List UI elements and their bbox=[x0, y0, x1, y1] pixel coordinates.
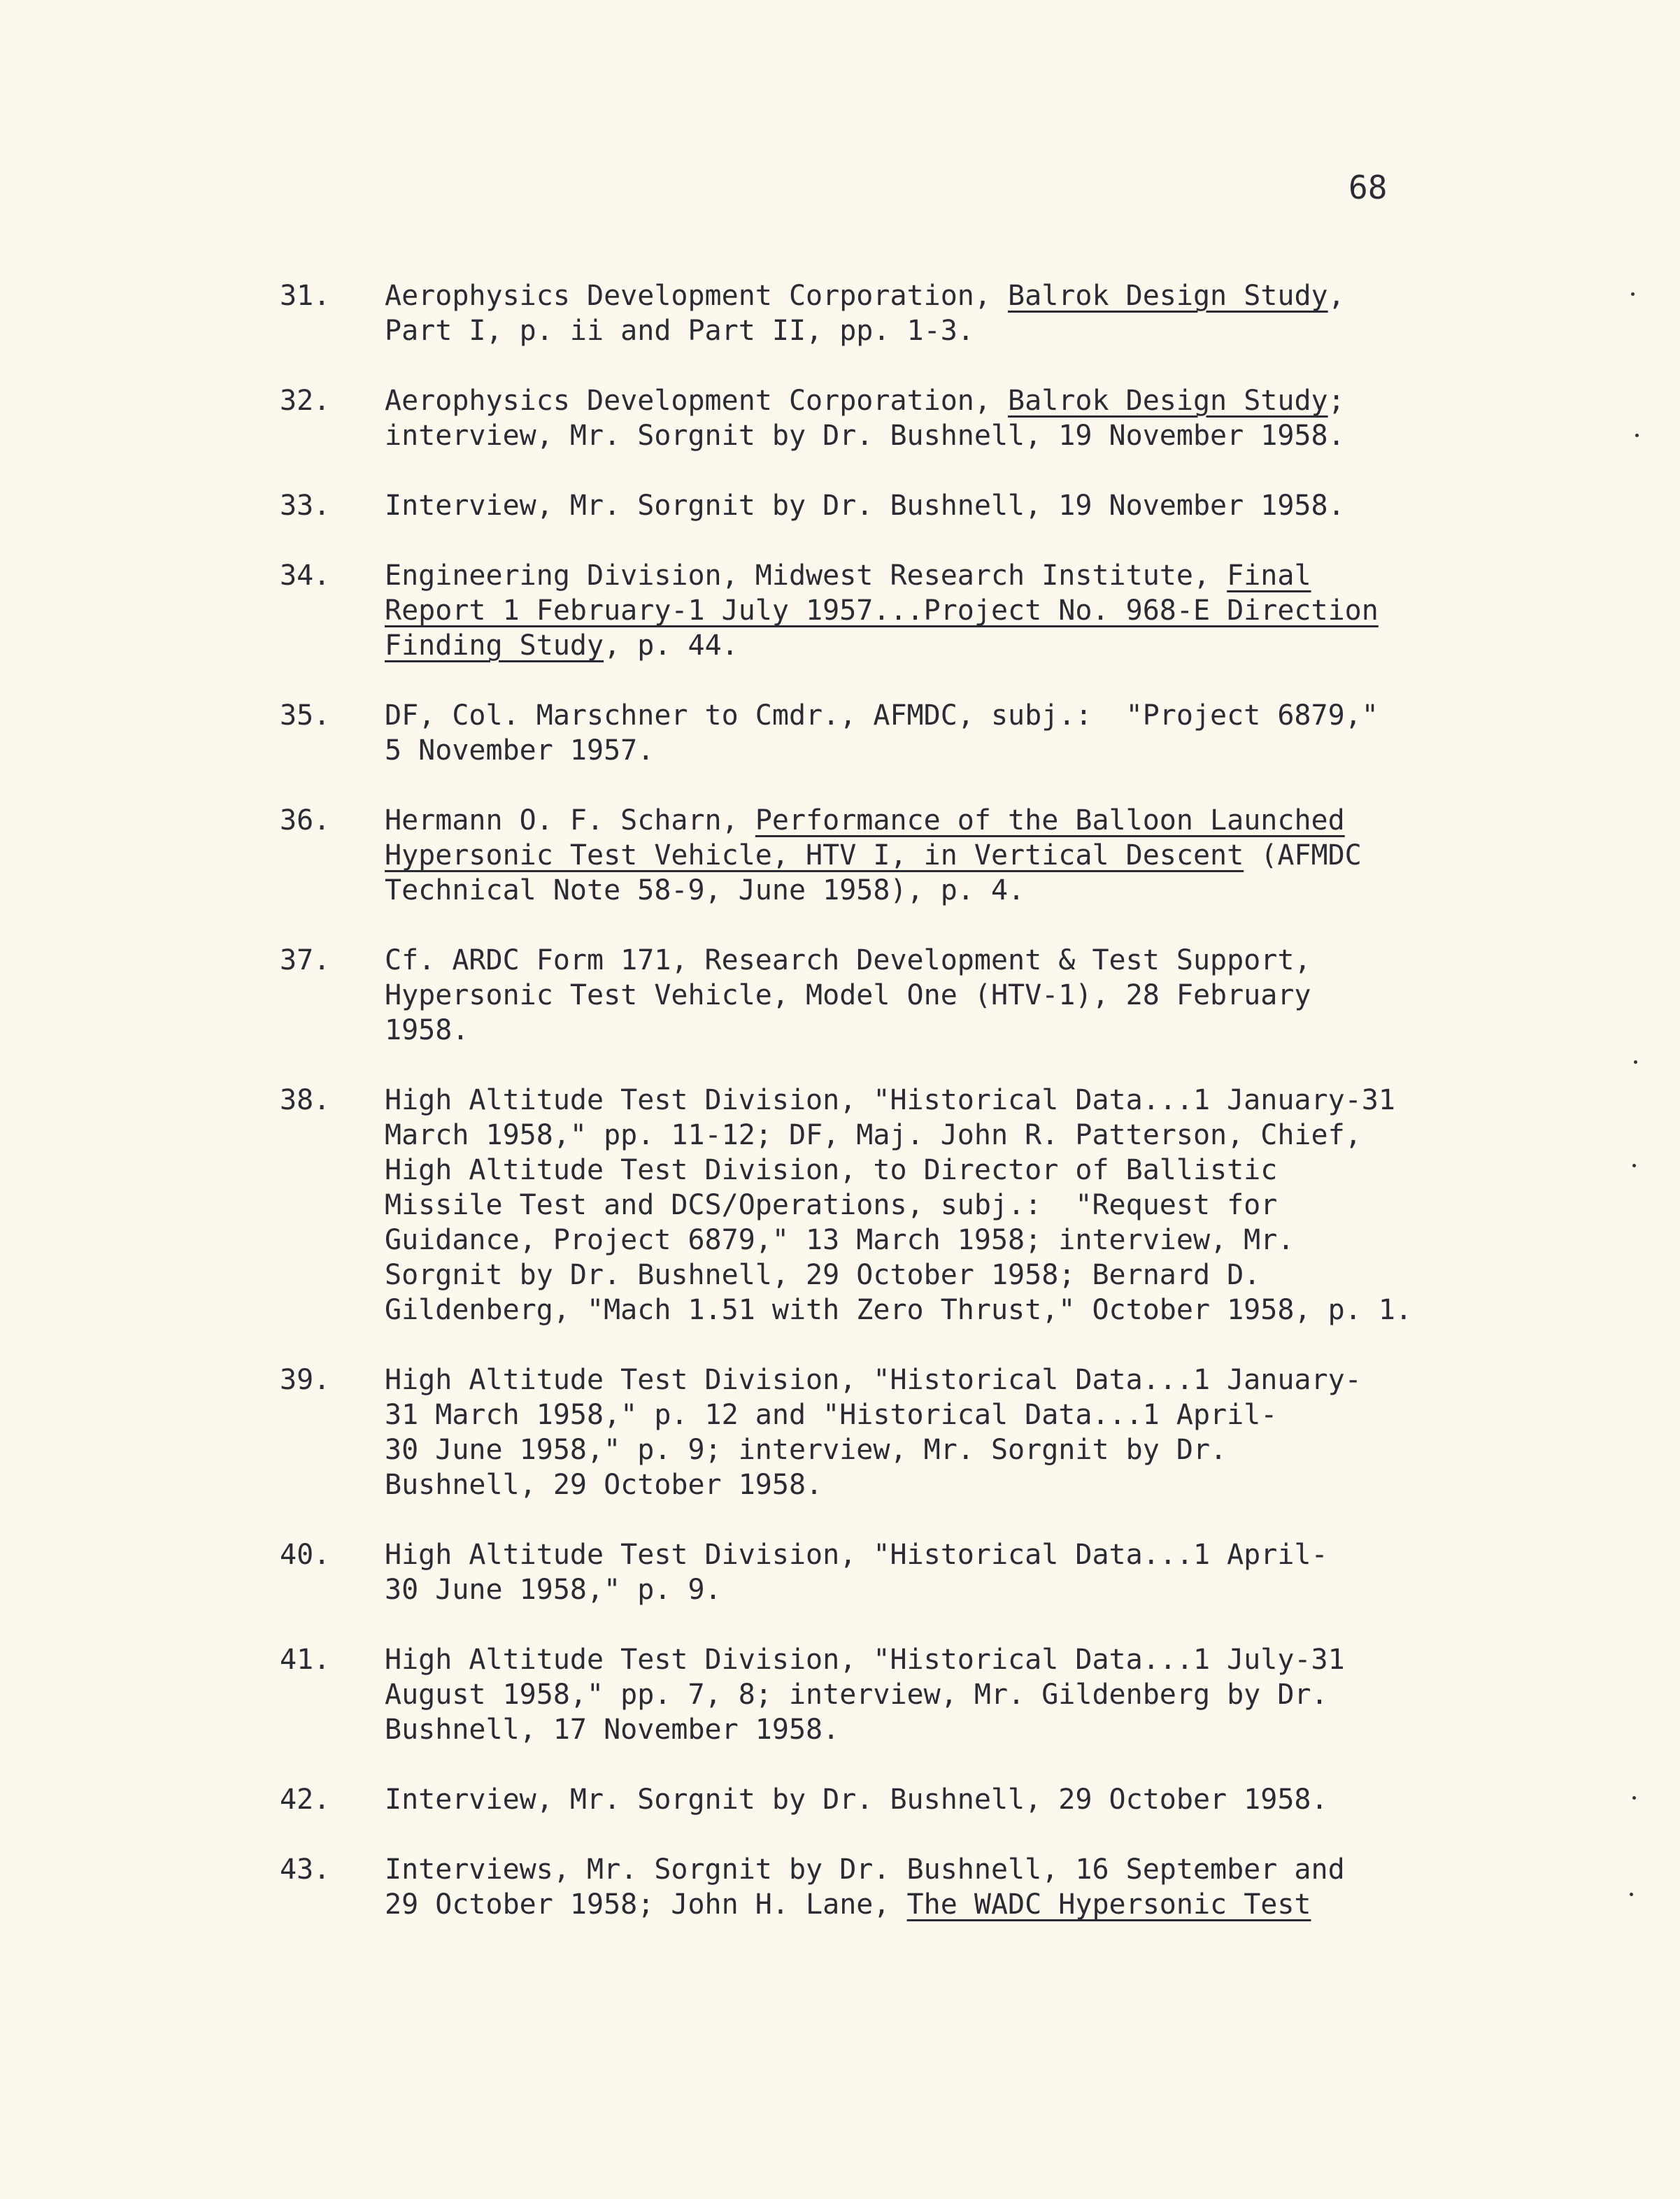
text-segment: High Altitude Test Division, to Director of Ballistic bbox=[385, 1154, 1278, 1186]
endnote-line bbox=[385, 383, 1476, 418]
endnote-line bbox=[385, 1153, 1476, 1188]
text-segment: High Altitude Test Division, "Historical Data...1 January-31 bbox=[385, 1084, 1395, 1116]
endnote-line bbox=[385, 1852, 1476, 1887]
text-segment: Cf. ARDC Form 171, Research Development & Test Support, bbox=[385, 944, 1311, 976]
endnote-line bbox=[385, 803, 1476, 838]
text-segment: High Altitude Test Division, "Historical Data...1 April- bbox=[385, 1539, 1328, 1571]
endnote-number: 41. bbox=[280, 1644, 331, 1676]
text-segment: DF, Col. Marschner to Cmdr., AFMDC, subj.: "Project 6879," bbox=[385, 699, 1379, 732]
endnote-line bbox=[385, 1677, 1476, 1712]
endnote-text bbox=[385, 803, 1476, 908]
endnote-line bbox=[385, 628, 1476, 663]
margin-speck bbox=[1630, 1893, 1633, 1896]
endnote-line bbox=[385, 1118, 1476, 1153]
margin-speck bbox=[1634, 1060, 1637, 1064]
endnote-text bbox=[385, 1362, 1476, 1502]
endnote-text bbox=[385, 278, 1476, 348]
text-segment: Guidance, Project 6879," 13 March 1958; interview, Mr. bbox=[385, 1224, 1295, 1256]
endnote-line bbox=[385, 558, 1476, 593]
endnote-line bbox=[385, 1083, 1476, 1118]
endnote-text bbox=[385, 1642, 1476, 1747]
endnote-line bbox=[385, 278, 1476, 313]
margin-speck bbox=[1635, 434, 1639, 437]
endnote-line bbox=[385, 418, 1476, 453]
text-segment: Bushnell, 17 November 1958. bbox=[385, 1714, 840, 1746]
text-segment: 30 June 1958," p. 9. bbox=[385, 1574, 722, 1606]
endnote-number: 32. bbox=[280, 385, 331, 417]
endnote-text bbox=[385, 1083, 1476, 1328]
endnote-number: 43. bbox=[280, 1853, 331, 1886]
text-segment: Interview, Mr. Sorgnit by Dr. Bushnell, 29 October 1958. bbox=[385, 1784, 1328, 1816]
text-segment: Part I, p. ii and Part II, pp. 1-3. bbox=[385, 315, 974, 347]
endnote-text bbox=[385, 488, 1476, 523]
endnote-line bbox=[385, 1467, 1476, 1502]
underlined-title: Hypersonic Test Vehicle, HTV I, in Vertical Descent bbox=[385, 839, 1244, 871]
text-segment: 5 November 1957. bbox=[385, 734, 655, 767]
endnote-text bbox=[385, 1537, 1476, 1607]
underlined-title: The WADC Hypersonic Test bbox=[906, 1888, 1311, 1921]
text-segment: 30 June 1958," p. 9; interview, Mr. Sorgnit by Dr. bbox=[385, 1434, 1227, 1466]
margin-speck bbox=[1632, 1164, 1636, 1167]
endnote-line bbox=[385, 1782, 1476, 1817]
endnote-line bbox=[385, 1712, 1476, 1747]
text-segment: Gildenberg, "Mach 1.51 with Zero Thrust," October 1958, p. 1. bbox=[385, 1294, 1413, 1326]
endnote-line bbox=[385, 838, 1476, 873]
text-segment: Hypersonic Test Vehicle, Model One (HTV-1), 28 February bbox=[385, 979, 1311, 1011]
endnote-number: 31. bbox=[280, 280, 331, 312]
endnote-line bbox=[385, 733, 1476, 768]
underlined-title: Final bbox=[1227, 560, 1311, 592]
text-segment: interview, Mr. Sorgnit by Dr. Bushnell, 19 November 1958. bbox=[385, 420, 1345, 452]
underlined-title: Finding Study bbox=[385, 629, 604, 662]
text-segment: Aerophysics Development Corporation, bbox=[385, 385, 1009, 417]
text-segment: 29 October 1958; John H. Lane, bbox=[385, 1888, 907, 1921]
endnote-line bbox=[385, 1887, 1476, 1922]
text-segment: 1958. bbox=[385, 1014, 469, 1046]
page-number: 68 bbox=[1348, 169, 1388, 206]
endnote-line bbox=[385, 1572, 1476, 1607]
underlined-title: Report 1 February-1 July 1957...Project No. 968-E Direction bbox=[385, 595, 1379, 627]
endnote-line bbox=[385, 488, 1476, 523]
endnote-number: 42. bbox=[280, 1784, 331, 1816]
endnote-line bbox=[385, 313, 1476, 348]
text-segment: , p. 44. bbox=[604, 629, 739, 662]
text-segment: High Altitude Test Division, "Historical Data...1 January- bbox=[385, 1364, 1362, 1396]
endnote-line bbox=[385, 1537, 1476, 1572]
endnote-text bbox=[385, 383, 1476, 453]
endnote-line bbox=[385, 1258, 1476, 1293]
text-segment: Aerophysics Development Corporation, bbox=[385, 280, 1009, 312]
text-segment: March 1958," pp. 11-12; DF, Maj. John R. Patterson, Chief, bbox=[385, 1119, 1362, 1151]
endnote-number: 40. bbox=[280, 1539, 331, 1571]
text-segment: High Altitude Test Division, "Historical Data...1 July-31 bbox=[385, 1644, 1345, 1676]
endnote-text bbox=[385, 698, 1476, 768]
endnote-line bbox=[385, 1188, 1476, 1223]
text-segment: , bbox=[1327, 280, 1345, 312]
endnote-line bbox=[385, 593, 1476, 628]
endnote-line bbox=[385, 698, 1476, 733]
margin-speck bbox=[1631, 292, 1635, 296]
endnote-number: 35. bbox=[280, 699, 331, 732]
text-segment: ; bbox=[1327, 385, 1345, 417]
endnote-line bbox=[385, 1362, 1476, 1397]
endnote-line bbox=[385, 1293, 1476, 1328]
endnote-number: 33. bbox=[280, 490, 331, 522]
text-segment: August 1958," pp. 7, 8; interview, Mr. Gildenberg by Dr. bbox=[385, 1679, 1328, 1711]
endnote-line bbox=[385, 1397, 1476, 1432]
endnote-line bbox=[385, 1642, 1476, 1677]
endnote-line bbox=[385, 1013, 1476, 1048]
underlined-title: Balrok Design Study bbox=[1008, 280, 1328, 312]
endnote-line bbox=[385, 978, 1476, 1013]
underlined-title: Balrok Design Study bbox=[1008, 385, 1328, 417]
endnote-line bbox=[385, 873, 1476, 908]
text-segment: (AFMDC bbox=[1244, 839, 1362, 871]
endnote-text bbox=[385, 1782, 1476, 1817]
text-segment: Engineering Division, Midwest Research Institute, bbox=[385, 560, 1227, 592]
text-segment: Interview, Mr. Sorgnit by Dr. Bushnell, 19 November 1958. bbox=[385, 490, 1345, 522]
endnote-text bbox=[385, 558, 1476, 663]
text-segment: Bushnell, 29 October 1958. bbox=[385, 1469, 823, 1501]
endnote-text bbox=[385, 1852, 1476, 1922]
endnote-number: 37. bbox=[280, 944, 331, 976]
text-segment: 31 March 1958," p. 12 and "Historical Data...1 April- bbox=[385, 1399, 1278, 1431]
endnote-line bbox=[385, 1432, 1476, 1467]
endnote-text bbox=[385, 943, 1476, 1048]
endnote-number: 38. bbox=[280, 1084, 331, 1116]
text-segment: Sorgnit by Dr. Bushnell, 29 October 1958; Bernard D. bbox=[385, 1259, 1261, 1291]
text-segment: Missile Test and DCS/Operations, subj.: "Request for bbox=[385, 1189, 1278, 1221]
endnote-number: 39. bbox=[280, 1364, 331, 1396]
text-segment: Technical Note 58-9, June 1958), p. 4. bbox=[385, 874, 1025, 906]
endnote-line bbox=[385, 943, 1476, 978]
underlined-title: Performance of the Balloon Launched bbox=[755, 804, 1345, 837]
endnote-number: 36. bbox=[280, 804, 331, 837]
margin-speck bbox=[1632, 1796, 1636, 1800]
endnote-number: 34. bbox=[280, 560, 331, 592]
endnote-line bbox=[385, 1223, 1476, 1258]
text-segment: Interviews, Mr. Sorgnit by Dr. Bushnell, 16 September and bbox=[385, 1853, 1345, 1886]
text-segment: Hermann O. F. Scharn, bbox=[385, 804, 755, 837]
